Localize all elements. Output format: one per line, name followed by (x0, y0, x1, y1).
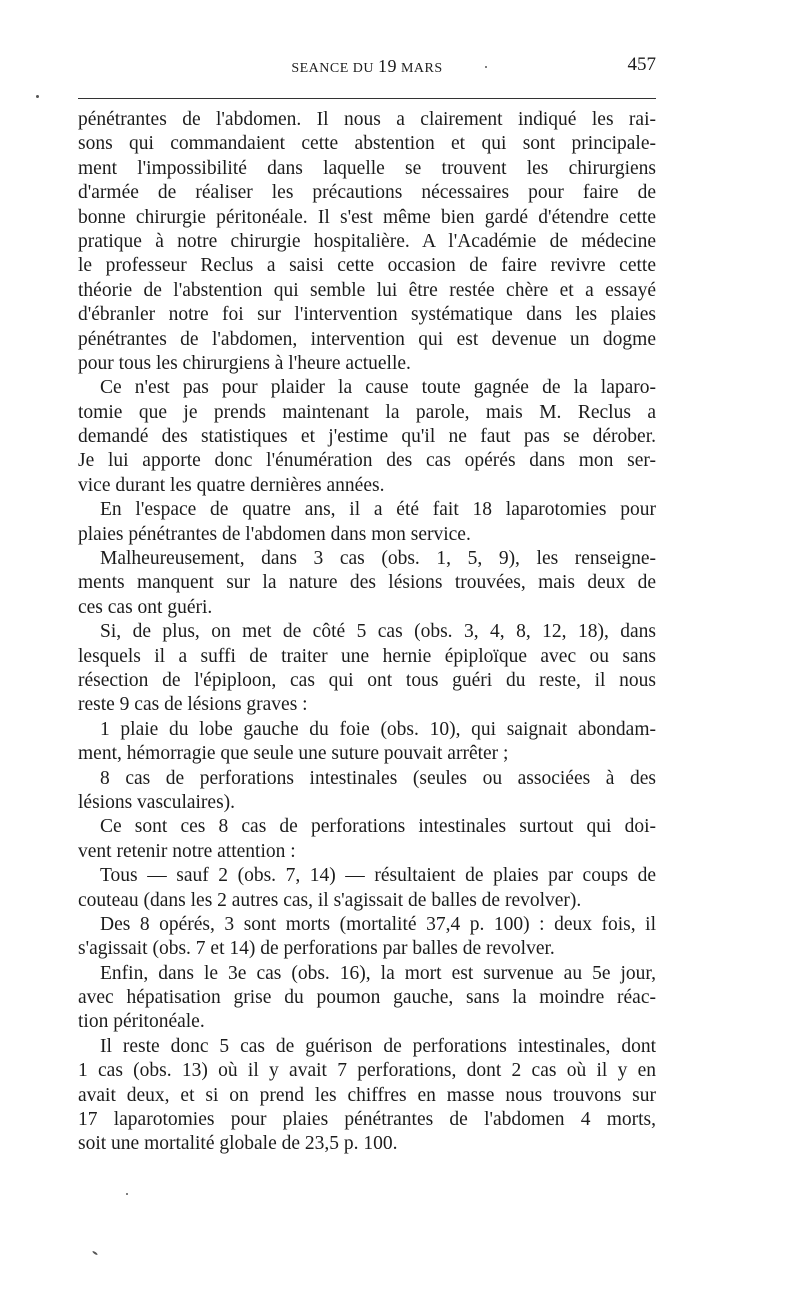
text-line: pénétrantes de l'abdomen. Il nous a clairement indiqué les rai- (78, 109, 656, 130)
running-title (78, 56, 656, 77)
text-line: avait deux, et si on prend les chiffres en masse nous trouvons sur (78, 1084, 656, 1106)
text-line: reste 9 cas de lésions graves : (78, 694, 308, 716)
text-line: Ce n'est pas pour plaider la cause toute gagnée de la laparo- (100, 377, 656, 399)
text-line: pénétrantes de l'abdomen, intervention qui est devenue un dogme (78, 328, 656, 350)
text-line: ces cas ont guéri. (78, 596, 213, 618)
text-line: lesquels il a suffi de traiter une hernie épiploïque avec ou sans (78, 645, 656, 667)
text-line: plaies pénétrantes de l'abdomen dans mon service. (78, 523, 471, 545)
text-line: 1 cas (obs. 13) où il y avait 7 perforations, dont 2 cas où il y en (78, 1060, 656, 1082)
text-line: En l'espace de quatre ans, il a été fait 18 laparotomies pour (100, 499, 656, 521)
text-line: couteau (dans les 2 autres cas, il s'agissait de balles de revolver). (78, 889, 582, 911)
text-line: pratique à notre chirurgie hospitalière. A l'Académie de médecine (78, 230, 656, 252)
paper-speck (36, 95, 39, 98)
text-line: Ce sont ces 8 cas de perforations intestinales surtout qui doi- (100, 816, 656, 838)
text-line: d'ébranler notre foi sur l'intervention systématique dans les plaies (78, 304, 656, 326)
text-line: pour tous les chirurgiens à l'heure actuelle. (78, 352, 411, 374)
running-title-after: MARS (396, 61, 443, 76)
page-number: 457 (627, 54, 656, 75)
text-line: le professeur Reclus a saisi cette occasion de faire revivre cette (78, 255, 656, 277)
text-line: s'agissait (obs. 7 et 14) de perforations par balles de revolver. (78, 938, 555, 960)
text-line: Enfin, dans le 3e cas (obs. 16), la mort est survenue au 5e jour, (100, 962, 656, 984)
text-line: théorie de l'abstention qui semble lui être restée chère et a essayé (78, 279, 656, 301)
running-title-before: SEANCE DU (291, 61, 378, 76)
text-line: 17 laparotomies pour plaies pénétrantes de l'abdomen 4 morts, (78, 1109, 656, 1131)
text-line: ment, hémorragie que seule une suture pouvait arrêter ; (78, 743, 509, 765)
text-line: 1 plaie du lobe gauche du foie (obs. 10), qui saignait abondam- (100, 718, 656, 740)
text-line: ments manquent sur la nature des lésions trouvées, mais deux de (78, 572, 656, 594)
text-line: ment l'impossibilité dans laquelle se trouvent les chirurgiens (78, 157, 656, 179)
body-text (78, 108, 656, 1157)
text-line: soit une mortalité globale de 23,5 p. 100. (78, 1133, 398, 1155)
paper-speck (485, 66, 487, 68)
text-line: Si, de plus, on met de côté 5 cas (obs. 3, 4, 8, 12, 18), dans (100, 621, 656, 643)
header-rule (78, 98, 656, 99)
text-line: lésions vasculaires). (78, 791, 236, 813)
text-line: résection de l'épiploon, cas qui ont tous guéri du reste, il nous (78, 669, 656, 691)
text-line: Je lui apporte donc l'énumération des cas opérés dans mon ser- (78, 450, 656, 472)
text-line: vice durant les quatre dernières années. (78, 474, 385, 496)
text-line: tion péritonéale. (78, 1011, 205, 1033)
text-line: Il reste donc 5 cas de guérison de perforations intestinales, dont (100, 1035, 656, 1057)
paper-speck (92, 1250, 98, 1255)
text-line: Malheureusement, dans 3 cas (obs. 1, 5, 9), les renseigne- (100, 548, 656, 570)
text-line: avec hépatisation grise du poumon gauche, sans la moindre réac- (78, 987, 656, 1009)
text-line: demandé des statistiques et j'estime qu'il ne faut pas se dérober. (78, 426, 656, 448)
text-line: 8 cas de perforations intestinales (seules ou associées à des (100, 767, 656, 789)
text-line: Des 8 opérés, 3 sont morts (mortalité 37,4 p. 100) : deux fois, il (100, 913, 656, 935)
text-line: Tous — sauf 2 (obs. 7, 14) — résultaient de plaies par coups de (100, 865, 656, 887)
text-line: tomie que je prends maintenant la parole, mais M. Reclus a (78, 401, 656, 423)
text-line: d'armée de réaliser les précautions nécessaires pour faire de (78, 182, 656, 204)
text-line: bonne chirurgie péritonéale. Il s'est même bien gardé d'étendre cette (78, 206, 656, 228)
text-line: vent retenir notre attention : (78, 840, 296, 862)
paper-speck (126, 1193, 128, 1195)
running-head (78, 56, 656, 80)
running-title-day: 19 (377, 56, 397, 76)
text-line: sons qui commandaient cette abstention et qui sont principale- (78, 133, 656, 155)
